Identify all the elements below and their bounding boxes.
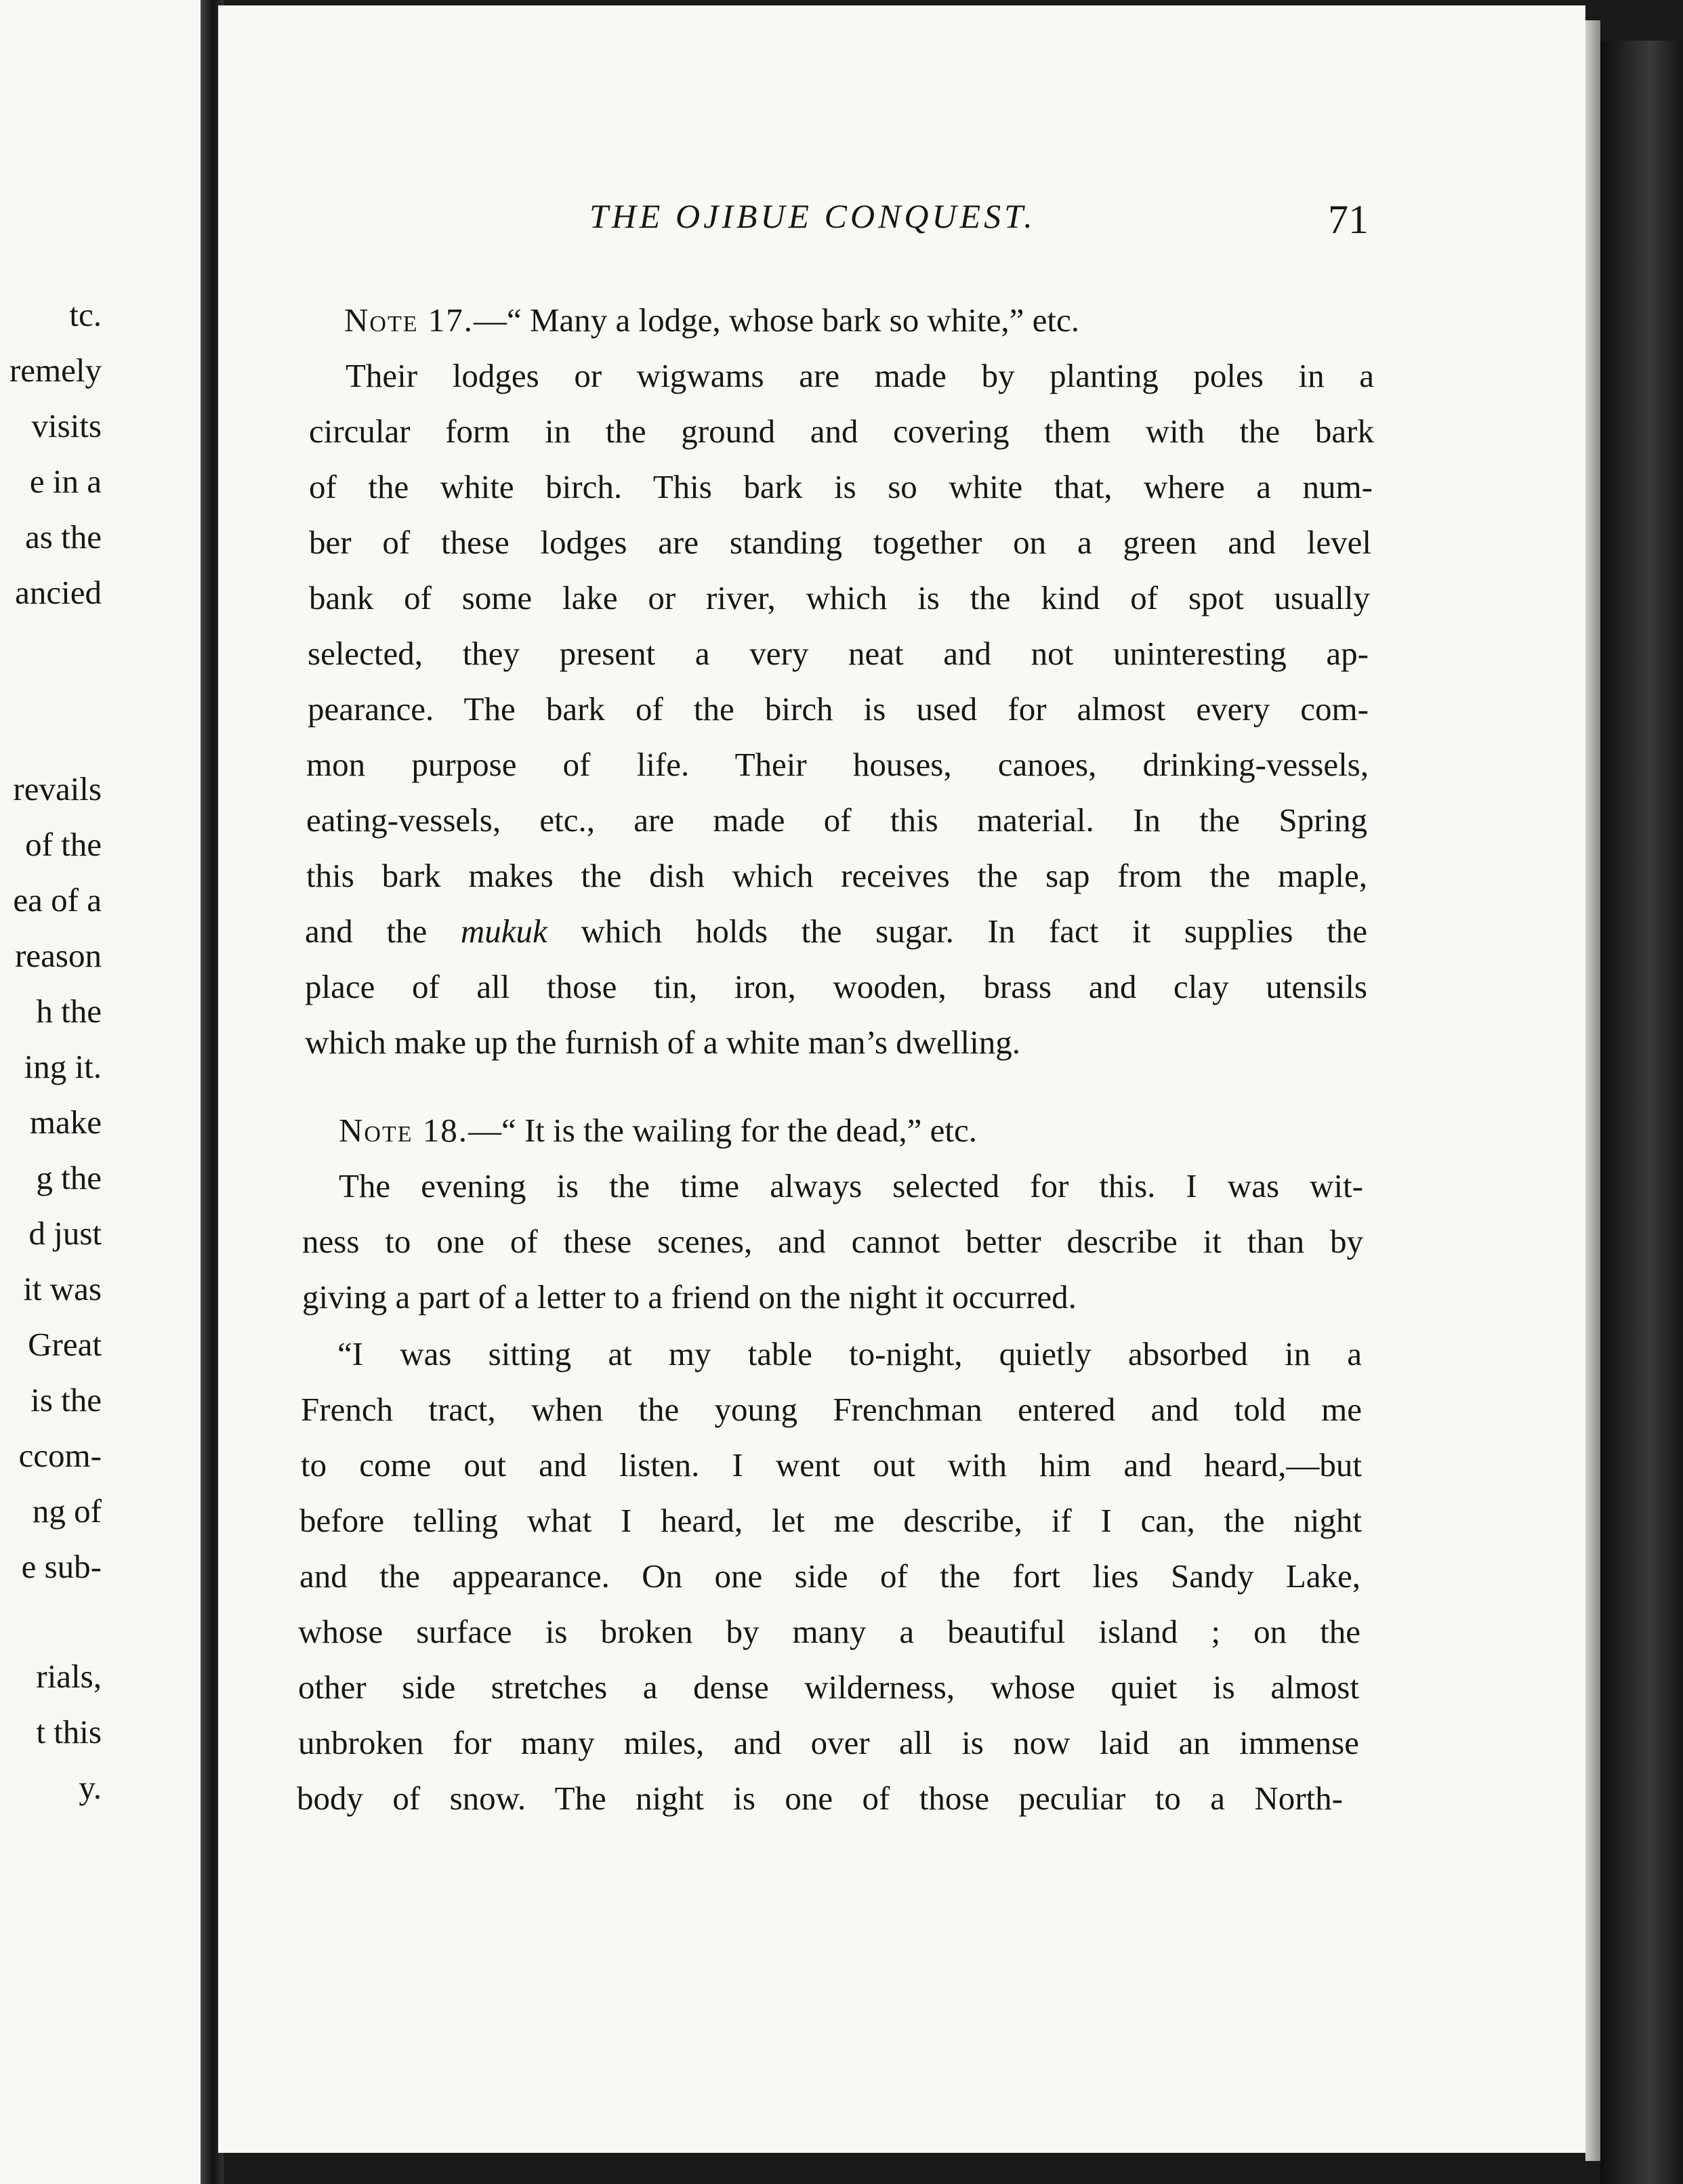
text-run: and the bbox=[305, 912, 461, 950]
body-line: giving a part of a letter to a friend on the night it occurred. bbox=[302, 1278, 1077, 1316]
page-edge bbox=[1585, 20, 1600, 2161]
body-line: eating-vessels, etc., are made of this material. In the Spring bbox=[306, 801, 1367, 839]
facing-page-line: y. bbox=[79, 1769, 102, 1806]
running-title: THE OJIBUE CONQUEST. bbox=[589, 197, 1036, 235]
facing-page-line: ccom- bbox=[18, 1437, 102, 1474]
body-line: The evening is the time always selected for this. I was wit- bbox=[339, 1167, 1363, 1204]
body-line: bank of some lake or river, which is the kind of spot usually bbox=[309, 579, 1370, 616]
facing-page-line: ancied bbox=[15, 574, 102, 611]
body-line: French tract, when the young Frenchman entered and told me bbox=[301, 1391, 1362, 1428]
facing-page-line: ng of bbox=[32, 1492, 102, 1530]
facing-page-line: tc. bbox=[69, 296, 102, 333]
body-line bbox=[305, 912, 1367, 950]
facing-page-line: of the bbox=[25, 826, 102, 863]
body-line: other side stretches a dense wilderness, whose quiet is almost bbox=[298, 1668, 1359, 1706]
note-17-heading bbox=[344, 303, 1079, 337]
body-line: selected, they present a very neat and not uninteresting ap- bbox=[308, 635, 1369, 672]
note-label: Note 17. bbox=[344, 301, 474, 339]
body-line: this bark makes the dish which receives the sap from the maple, bbox=[306, 857, 1367, 894]
facing-page-line: is the bbox=[30, 1381, 102, 1419]
body-line: ness to one of these scenes, and cannot better describe it than by bbox=[302, 1223, 1363, 1260]
facing-page-line: it was bbox=[23, 1270, 102, 1307]
facing-page bbox=[0, 0, 203, 2184]
facing-page-line: reason bbox=[15, 937, 102, 974]
facing-page-line: t this bbox=[36, 1713, 102, 1750]
facing-page-line: visits bbox=[31, 407, 102, 444]
facing-page-line: g the bbox=[36, 1159, 102, 1196]
facing-page-line: remely bbox=[9, 352, 102, 389]
facing-page-line: e sub- bbox=[21, 1548, 102, 1585]
note-18-heading bbox=[339, 1114, 977, 1147]
body-line: mon purpose of life. Their houses, canoes, drinking-vessels, bbox=[306, 746, 1369, 783]
body-line: place of all those tin, iron, wooden, brass and clay utensils bbox=[305, 968, 1367, 1005]
text-run: which holds the sugar. In fact it supplies the bbox=[547, 912, 1367, 950]
body-line: Their lodges or wigwams are made by planting poles in a bbox=[346, 357, 1374, 394]
body-line: unbroken for many miles, and over all is now laid an immense bbox=[298, 1724, 1359, 1761]
italic-word: mukuk bbox=[460, 912, 547, 950]
facing-page-line: d just bbox=[28, 1215, 102, 1252]
facing-page-line: rials, bbox=[36, 1658, 102, 1695]
facing-page-line: e in a bbox=[29, 463, 102, 500]
body-line: to come out and listen. I went out with him and heard,—but bbox=[301, 1446, 1362, 1484]
note-label: Note 18. bbox=[339, 1112, 468, 1149]
note-heading-text: —“ It is the wailing for the dead,” etc. bbox=[468, 1112, 978, 1149]
facing-page-line: ing it. bbox=[24, 1048, 102, 1085]
book-cover-edge bbox=[1600, 41, 1683, 2184]
body-line: circular form in the ground and covering them with the bark bbox=[309, 413, 1374, 450]
body-line: body of snow. The night is one of those peculiar to a North- bbox=[297, 1780, 1343, 1817]
facing-page-line: as the bbox=[25, 518, 102, 555]
body-line: whose surface is broken by many a beautiful island ; on the bbox=[298, 1613, 1360, 1650]
page-number: 71 bbox=[1328, 197, 1369, 242]
body-line: “I was sitting at my table to-night, quietly absorbed in a bbox=[337, 1335, 1362, 1372]
body-line: before telling what I heard, let me describe, if I can, the night bbox=[299, 1502, 1362, 1539]
body-line: which make up the furnish of a white man’s dwelling. bbox=[305, 1024, 1020, 1061]
facing-page-line: h the bbox=[36, 992, 102, 1030]
facing-page-line: Great bbox=[28, 1326, 102, 1363]
body-line: pearance. The bark of the birch is used for almost every com- bbox=[308, 690, 1369, 728]
body-line: ber of these lodges are standing together on a green and level bbox=[309, 524, 1371, 561]
body-line: and the appearance. On one side of the fort lies Sandy Lake, bbox=[299, 1557, 1360, 1595]
facing-page-line: make bbox=[29, 1104, 102, 1141]
body-line: of the white birch. This bark is so white that, where a num- bbox=[309, 468, 1373, 505]
note-heading-text: —“ Many a lodge, whose bark so white,” etc. bbox=[473, 301, 1079, 339]
facing-page-line: revails bbox=[13, 770, 102, 807]
facing-page-line: ea of a bbox=[13, 881, 102, 919]
